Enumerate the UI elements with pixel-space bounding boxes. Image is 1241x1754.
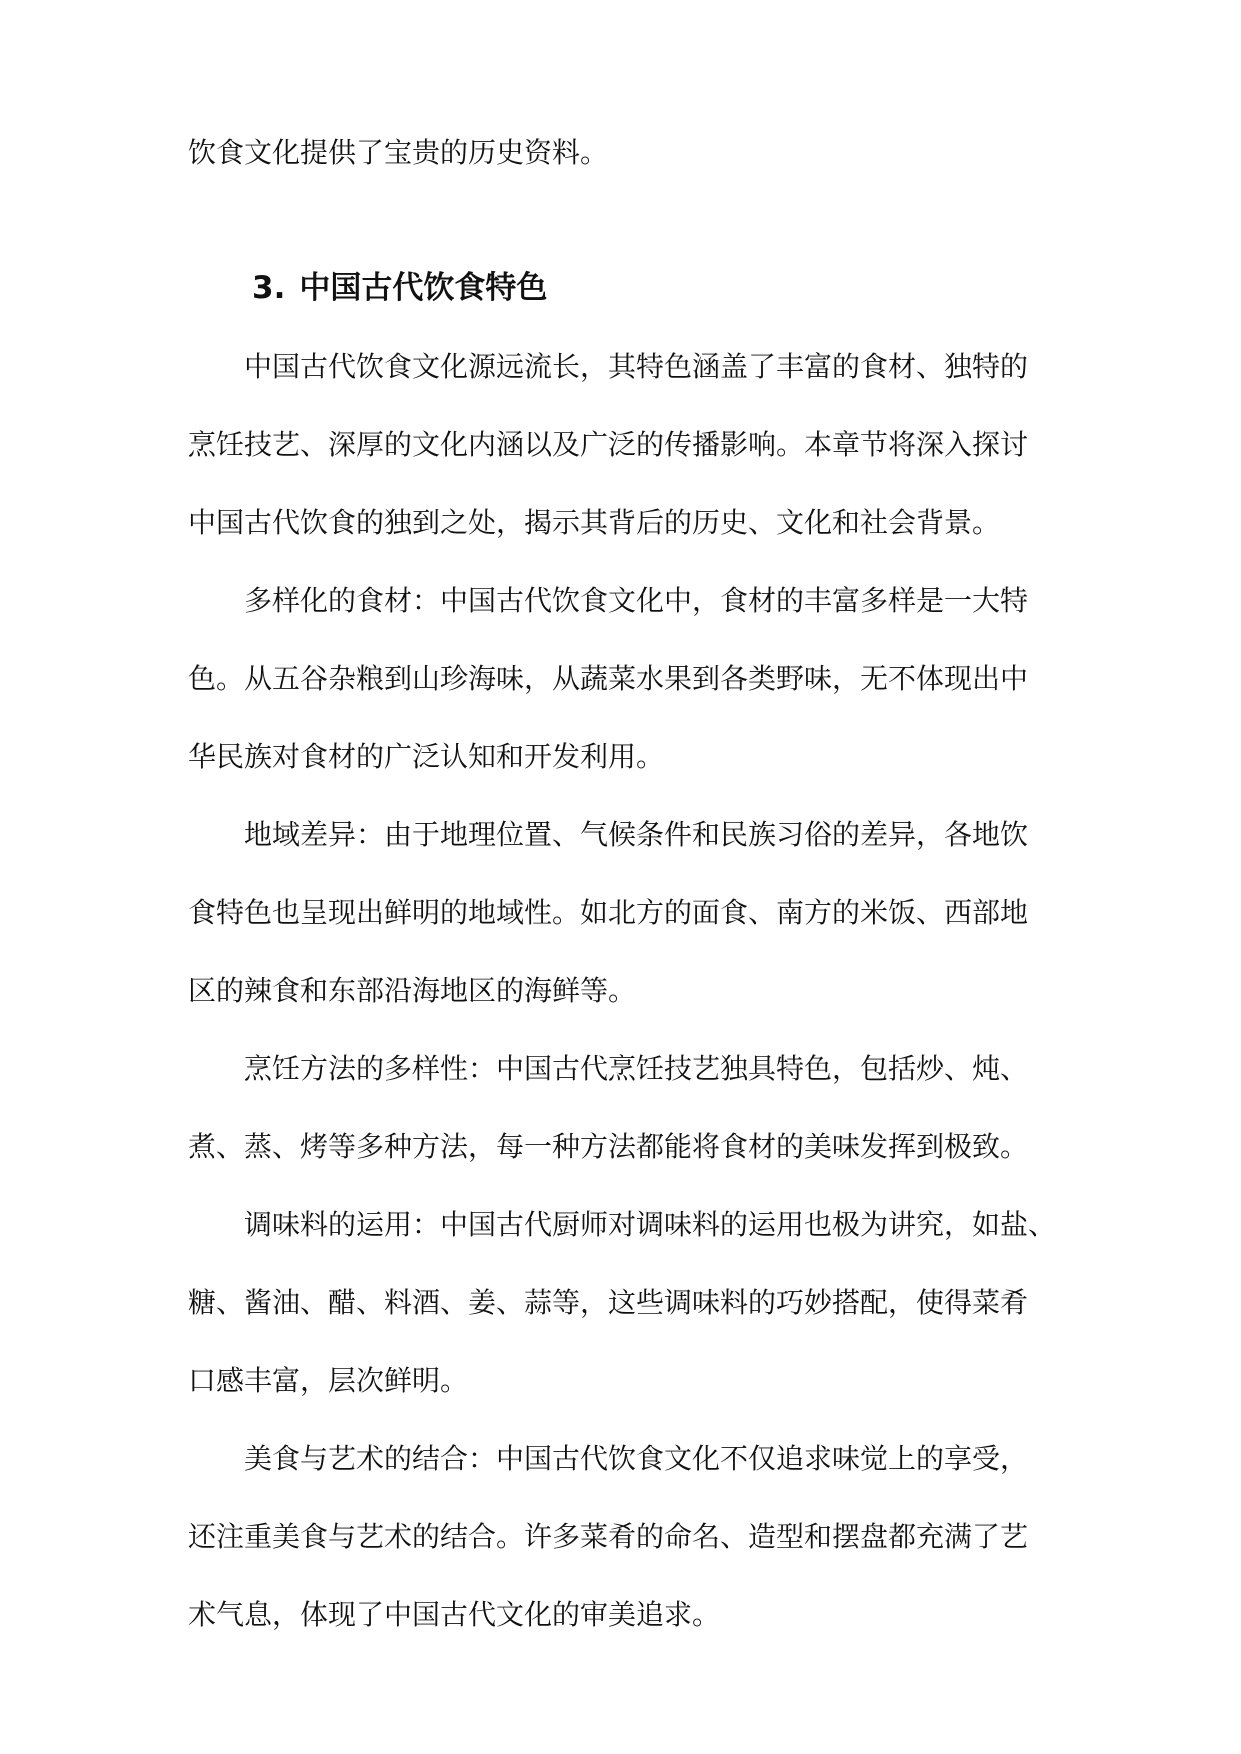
paragraph-line: 华民族对食材的广泛认知和开发利用。 — [188, 740, 665, 773]
paragraph-art — [188, 1438, 1068, 1636]
paragraph-line: 术气息，体现了中国古代文化的审美追求。 — [188, 1598, 721, 1631]
paragraph-line: 烹饪技艺、深厚的文化内涵以及广泛的传播影响。本章节将深入探讨 — [188, 428, 1029, 461]
paragraph-line: 地域差异：由于地理位置、气候条件和民族习俗的差异，各地饮 — [244, 818, 1029, 851]
continuation-text: 饮食文化提供了宝贵的历史资料。 — [188, 136, 609, 169]
paragraph-line: 食特色也呈现出鲜明的地域性。如北方的面食、南方的米饭、西部地 — [188, 896, 1029, 929]
paragraph-line: 调味料的运用：中国古代厨师对调味料的运用也极为讲究，如盐、 — [244, 1208, 1057, 1241]
paragraph-line: 区的辣食和东部沿海地区的海鲜等。 — [188, 974, 637, 1007]
page-content — [188, 132, 1068, 1636]
paragraph-line: 糖、酱油、醋、料酒、姜、蒜等，这些调味料的巧妙搭配，使得菜肴 — [188, 1286, 1029, 1319]
paragraph-seasoning — [188, 1204, 1068, 1402]
paragraph-ingredients — [188, 580, 1068, 778]
paragraph-line: 煮、蒸、烤等多种方法，每一种方法都能将食材的美味发挥到极致。 — [188, 1130, 1029, 1163]
paragraph-line: 色。从五谷杂粮到山珍海味，从蔬菜水果到各类野味，无不体现出中 — [188, 662, 1029, 695]
paragraph-line: 还注重美食与艺术的结合。许多菜肴的命名、造型和摆盘都充满了艺 — [188, 1520, 1029, 1553]
paragraph-line: 多样化的食材：中国古代饮食文化中，食材的丰富多样是一大特 — [244, 584, 1029, 617]
section-heading — [252, 266, 1068, 310]
paragraph-line: 烹饪方法的多样性：中国古代烹饪技艺独具特色，包括炒、炖、 — [244, 1052, 1029, 1085]
paragraph-line: 美食与艺术的结合：中国古代饮食文化不仅追求味觉上的享受， — [244, 1442, 1029, 1475]
paragraph-intro — [188, 346, 1068, 544]
paragraph-line: 中国古代饮食的独到之处，揭示其背后的历史、文化和社会背景。 — [188, 506, 1001, 539]
section-title: 中国古代饮食特色 — [299, 270, 548, 306]
section-number: 3. — [252, 270, 286, 306]
paragraph-line: 口感丰富，层次鲜明。 — [188, 1364, 469, 1397]
paragraph-cooking — [188, 1048, 1068, 1168]
paragraph-line: 中国古代饮食文化源远流长，其特色涵盖了丰富的食材、独特的 — [244, 350, 1029, 383]
paragraph-regional — [188, 814, 1068, 1012]
